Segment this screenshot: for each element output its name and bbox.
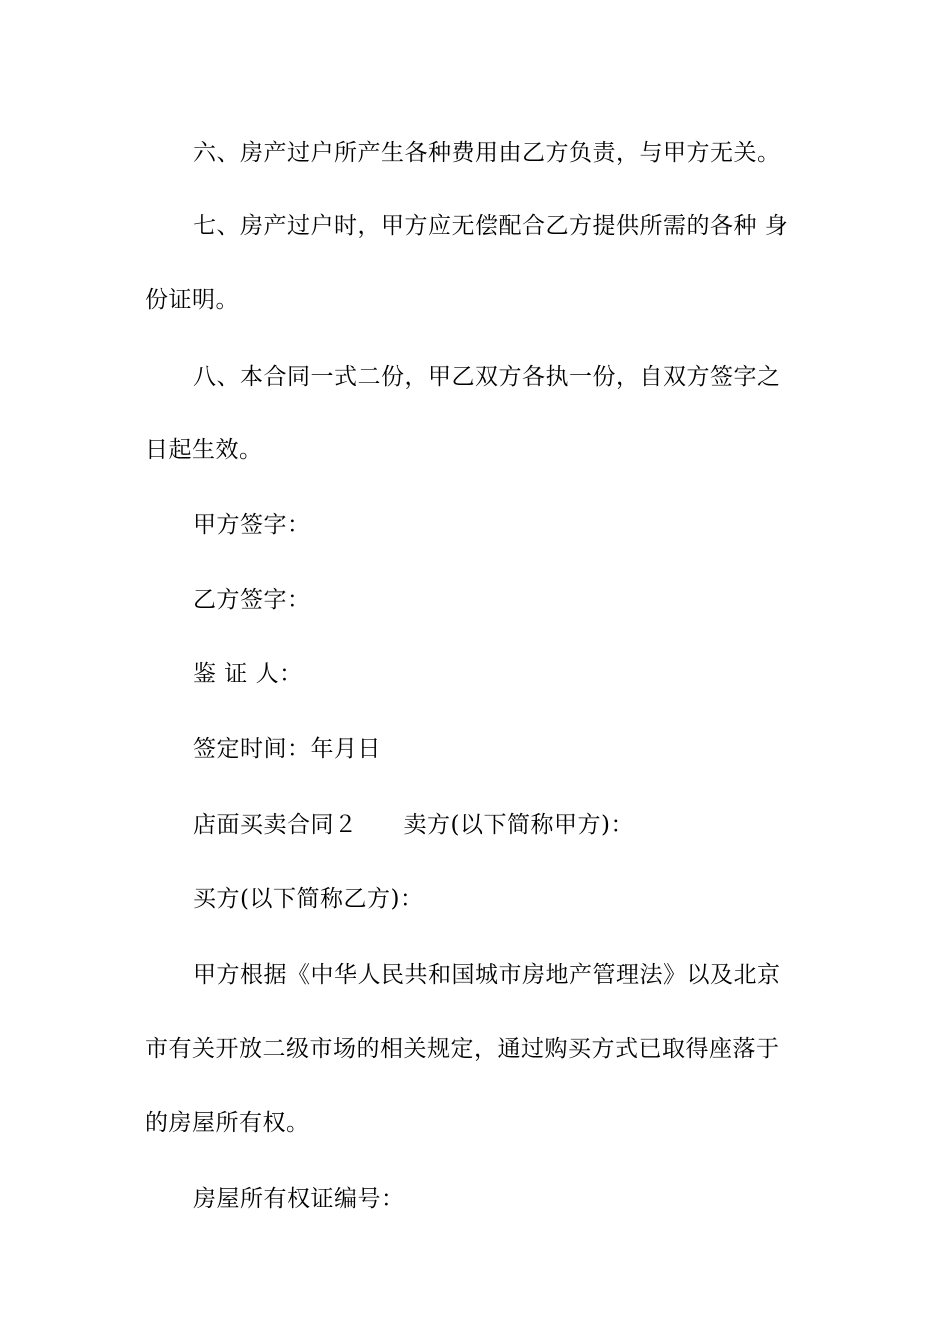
recital-line-2: 市有关开放二级市场的相关规定，通过购买方式已取得座落于: [145, 1036, 780, 1062]
certificate-number: 房屋所有权证编号：: [193, 1186, 405, 1212]
clause-eight-line-2: 日起生效。: [145, 437, 263, 463]
clause-six: 六、房产过户所产生各种费用由乙方负责，与甲方无关。: [193, 140, 781, 166]
seller-label: 卖方(以下简称甲方)：: [403, 812, 634, 838]
clause-seven-line-2: 份证明。: [145, 287, 239, 313]
recital-line-1: 甲方根据《中华人民共和国城市房地产管理法》以及北京: [193, 962, 781, 988]
party-a-signature: 甲方签字：: [193, 512, 311, 538]
clause-eight-line-1: 八、本合同一式二份，甲乙双方各执一份，自双方签字之: [193, 364, 781, 390]
clause-seven-line-1: 七、房产过户时，甲方应无偿配合乙方提供所需的各种 身: [193, 213, 789, 239]
contract-2-heading-row: [193, 810, 634, 840]
buyer-label: 买方(以下简称乙方)：: [193, 886, 424, 912]
recital-line-3: 的房屋所有权。: [145, 1110, 310, 1136]
witness: 鉴 证 人：: [193, 661, 303, 687]
party-b-signature: 乙方签字：: [193, 587, 311, 613]
signing-date: 签定时间：年月日: [193, 736, 381, 762]
contract-2-title: 店面买卖合同２: [193, 812, 358, 838]
